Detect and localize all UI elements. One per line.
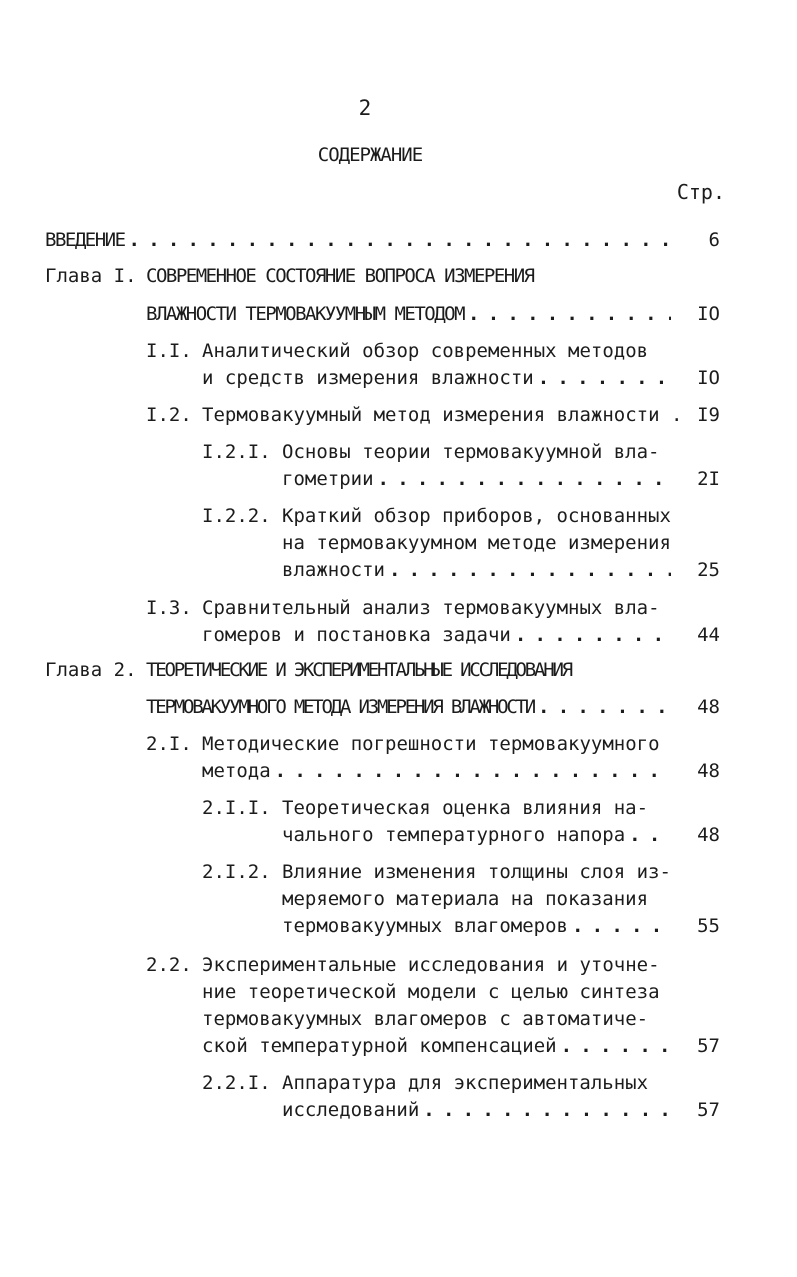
toc-title: СОДЕРЖАНИЕ <box>317 144 423 166</box>
toc-entry-text: ВВЕДЕНИЕ <box>45 229 125 251</box>
section-label: 2.I.2. <box>202 861 271 883</box>
leader-dots <box>468 302 671 326</box>
section-label: I.2.I. <box>202 441 271 463</box>
toc-page-number: IO <box>697 303 720 325</box>
toc-entry-text: Методические погрешности термовакуумного <box>202 733 660 755</box>
toc-entry-text: Основы теории термовакуумной вла- <box>282 441 660 463</box>
leader-dots <box>561 1034 671 1058</box>
section-label: 2.2.I. <box>202 1072 271 1094</box>
leader-dots <box>378 467 671 491</box>
leader-dots <box>629 823 671 847</box>
toc-entry-text: меряемого материала на показания <box>282 888 649 910</box>
toc-page-number: 6 <box>708 229 720 251</box>
toc-entry-text: термовакуумных влагомеров <box>282 915 568 937</box>
toc-entry-text: Влияние изменения толщины слоя из- <box>282 861 671 883</box>
toc-entry-text: гомеров и постановка задачи <box>202 624 511 646</box>
toc-entry-text: Аппаратура для экспериментальных <box>282 1072 649 1094</box>
toc-page-number: I9 <box>697 404 720 426</box>
chapter-label: Глава 2. <box>45 659 137 681</box>
toc-entry-text: Экспериментальные исследования и уточне- <box>202 954 660 976</box>
leader-dots <box>572 914 671 938</box>
toc-page-number: 57 <box>697 1099 720 1121</box>
toc-entry-text: термовакуумных влагомеров с автоматиче- <box>202 1008 649 1030</box>
toc-entry-text: Аналитический обзор современных методов <box>202 340 649 362</box>
section-label: I.2.2. <box>202 505 271 527</box>
toc-entry-text: влажности <box>282 559 385 581</box>
page-column-header: Стр. <box>676 180 725 204</box>
leader-dots <box>389 558 671 582</box>
section-label: I.2. <box>146 404 192 426</box>
toc-page-number: 57 <box>697 1035 720 1057</box>
leader-dots <box>129 228 671 252</box>
toc-entry-text: Краткий обзор приборов, основанных <box>282 505 671 527</box>
section-label: 2.I.I. <box>202 797 271 819</box>
toc-page-number: IO <box>697 367 720 389</box>
toc-entry-text: Термовакуумный метод измерения влажности . <box>202 404 683 426</box>
toc-entry-text: на термовакуумном методе измерения <box>282 532 671 554</box>
toc-entry-text: исследований <box>282 1099 420 1121</box>
toc-entry-text: чального температурного напора <box>282 824 626 846</box>
page-number: 2 <box>358 96 372 120</box>
toc-page-number: 25 <box>697 559 720 581</box>
toc-entry-text: ВЛАЖНОСТИ ТЕРМОВАКУУМНЫМ МЕТОДОМ <box>146 303 465 325</box>
toc-entry-text: метода <box>202 760 271 782</box>
leader-dots <box>275 759 671 783</box>
toc-page-number: 48 <box>697 760 720 782</box>
toc-entry-text: ской температурной компенсацией <box>202 1035 557 1057</box>
toc-entry-text: и средств измерения влажности <box>202 367 534 389</box>
toc-page-number: 48 <box>697 696 720 718</box>
toc-page-number: 55 <box>697 915 720 937</box>
leader-dots <box>538 695 671 719</box>
section-label: I.3. <box>146 597 192 619</box>
toc-entry-text: Теоретическая оценка влияния на- <box>282 797 649 819</box>
toc-entry-text: гометрии <box>282 468 374 490</box>
leader-dots <box>423 1098 671 1122</box>
toc-entry-text: Сравнительный анализ термовакуумных вла- <box>202 597 660 619</box>
section-label: 2.2. <box>146 954 192 976</box>
toc-page-number: 44 <box>697 624 720 646</box>
section-label: 2.I. <box>146 733 192 755</box>
section-label: I.I. <box>146 340 192 362</box>
toc-entry-text: ние теоретической модели с целью синтеза <box>202 981 660 1003</box>
toc-entry-text: ТЕОРЕТИЧЕСКИЕ И ЭКСПЕРИМЕНТАЛЬНЫЕ ИССЛЕДОВАНИЯ <box>146 659 571 681</box>
toc-page-number: 48 <box>697 824 720 846</box>
chapter-label: Глава I. <box>45 265 137 287</box>
leader-dots <box>515 623 671 647</box>
toc-page-number: 2I <box>697 468 720 490</box>
toc-entry-text: СОВРЕМЕННОЕ СОСТОЯНИЕ ВОПРОСА ИЗМЕРЕНИЯ <box>146 265 534 287</box>
leader-dots <box>538 366 671 390</box>
toc-entry-text: ТЕРМОВАКУУМНОГО МЕТОДА ИЗМЕРЕНИЯ ВЛАЖНОСТИ <box>146 696 535 718</box>
